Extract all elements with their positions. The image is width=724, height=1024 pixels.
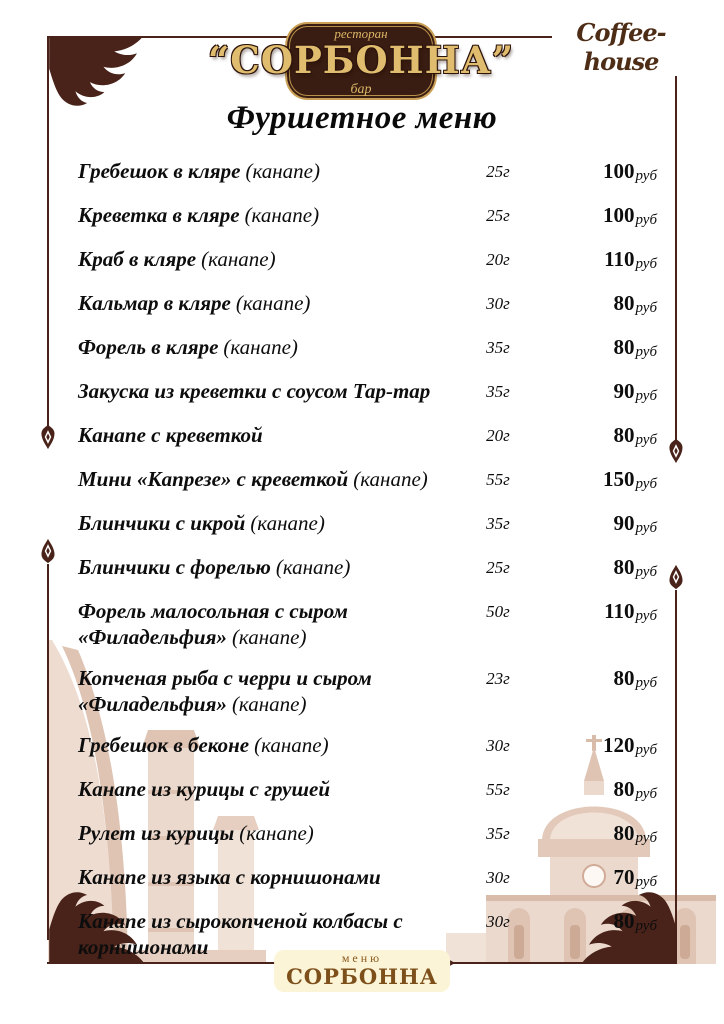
currency-label: руб (635, 256, 657, 272)
currency-label: руб (635, 168, 657, 184)
dish-name-cell (78, 665, 466, 717)
menu-item-row (78, 422, 656, 451)
dish-price-cell (530, 466, 656, 495)
dish-name-cell (78, 510, 466, 536)
dish-name: Краб в кляре (78, 247, 197, 271)
currency-label: руб (635, 212, 657, 228)
dish-price: 110 (604, 247, 635, 271)
frame-left-line-lower (47, 564, 49, 940)
dish-weight: 35г (486, 514, 510, 533)
currency-label: руб (635, 874, 657, 890)
currency-label: руб (635, 608, 657, 624)
dish-price-cell (530, 665, 656, 694)
dish-weight: 55г (486, 470, 510, 489)
dish-name: Рулет из курицы (78, 821, 235, 845)
dish-price-cell (530, 820, 656, 849)
dish-name: Канапе из языка с корнишонами (78, 865, 381, 889)
dish-name: Форель в кляре (78, 335, 219, 359)
dish-name: Мини «Капрезе» с креветкой (78, 467, 349, 491)
dish-weight: 30г (486, 868, 510, 887)
currency-label: руб (635, 300, 657, 316)
currency-label: руб (635, 564, 657, 580)
menu-item-row (78, 598, 656, 650)
restaurant-logo (196, 10, 526, 102)
dish-price: 80 (613, 666, 635, 690)
currency-label: руб (635, 918, 657, 934)
dish-price: 80 (613, 335, 635, 359)
menu-item-row (78, 378, 656, 407)
menu-item-row (78, 246, 656, 275)
dish-price-cell (530, 510, 656, 539)
dish-note: (канапе) (353, 467, 428, 491)
dish-note: (канапе) (245, 159, 320, 183)
dish-weight: 35г (486, 338, 510, 357)
menu-item-row (78, 158, 656, 187)
dish-name-cell (78, 466, 466, 492)
dish-name: Канапе из курицы с грушей (78, 777, 330, 801)
dish-price: 120 (602, 733, 635, 757)
dish-note: (канапе) (231, 692, 307, 716)
footer-logo-badge (274, 950, 450, 992)
dish-weight: 50г (486, 602, 510, 621)
dish-price: 100 (602, 203, 635, 227)
dish-price: 90 (613, 511, 635, 535)
menu-item-row (78, 732, 656, 761)
menu-item-row (78, 665, 656, 717)
frame-right-line-upper (675, 36, 677, 440)
dish-price: 80 (613, 291, 635, 315)
dish-name-cell (78, 158, 466, 184)
dish-name: Форель малосольная с сыром «Филадельфия» (78, 599, 348, 649)
currency-label: руб (635, 432, 657, 448)
dish-name: Канапе с креветкой (78, 423, 263, 447)
dish-price-cell (530, 598, 656, 627)
currency-label: руб (635, 520, 657, 536)
dish-price: 80 (613, 909, 635, 933)
currency-label: руб (635, 742, 657, 758)
dish-weight: 35г (486, 824, 510, 843)
finial-ornament-icon (667, 564, 685, 590)
dish-name: Кальмар в кляре (78, 291, 231, 315)
dish-name-cell (78, 554, 466, 580)
dish-note: (канапе) (235, 291, 311, 315)
dish-name: Гребешок в беконе (78, 733, 250, 757)
menu-item-row (78, 864, 656, 893)
logo-bar-label: бар (350, 82, 372, 97)
dish-weight: 30г (486, 736, 510, 755)
dish-price-cell (530, 246, 656, 275)
dish-weight: 25г (486, 162, 510, 181)
dish-name: Закуска из креветки с соусом Тар-тар (78, 379, 431, 403)
currency-label: руб (635, 786, 657, 802)
dish-weight: 30г (486, 294, 510, 313)
dish-price-cell (530, 378, 656, 407)
footer-menu-label: меню (341, 951, 383, 965)
dish-name: Копченая рыба с черри и сыром «Филадельфия» (78, 666, 372, 716)
dish-name-cell (78, 202, 466, 228)
dish-price-cell (530, 422, 656, 451)
dish-weight: 20г (486, 426, 510, 445)
dish-price-cell (530, 554, 656, 583)
coffee-house-label: Coffee-house (552, 18, 690, 76)
dish-weight: 23г (486, 669, 510, 688)
dish-name: Канапе из сырокопченой колбасы с корнишонами (78, 909, 403, 959)
menu-item-row (78, 334, 656, 363)
dish-price-cell (530, 202, 656, 231)
finial-ornament-icon (667, 438, 685, 464)
dish-price-cell (530, 776, 656, 805)
menu-item-row (78, 820, 656, 849)
dish-price: 150 (602, 467, 635, 491)
menu-item-row (78, 290, 656, 319)
dish-price-cell (530, 732, 656, 761)
dish-price: 110 (604, 599, 635, 623)
menu-item-row (78, 554, 656, 583)
dish-name: Блинчики с форелью (78, 555, 271, 579)
dish-name: Блинчики с икрой (78, 511, 246, 535)
dish-weight: 20г (486, 250, 510, 269)
currency-label: руб (635, 388, 657, 404)
dish-name-cell (78, 290, 466, 316)
dish-price-cell (530, 290, 656, 319)
menu-item-row (78, 202, 656, 231)
dish-weight: 25г (486, 206, 510, 225)
currency-label: руб (635, 675, 657, 691)
dish-name-cell (78, 820, 466, 846)
dish-name-cell (78, 246, 466, 272)
currency-label: руб (635, 830, 657, 846)
dish-weight: 55г (486, 780, 510, 799)
dish-price: 80 (613, 821, 635, 845)
dish-price-cell (530, 908, 656, 937)
dish-price: 100 (602, 159, 635, 183)
dish-name-cell (78, 422, 466, 448)
currency-label: руб (635, 344, 657, 360)
menu-item-row (78, 510, 656, 539)
dish-name-cell (78, 776, 466, 802)
dish-name-cell (78, 864, 466, 890)
dish-name-cell (78, 732, 466, 758)
dish-note: (канапе) (250, 511, 325, 535)
dish-price: 80 (613, 555, 635, 579)
finial-ornament-icon (39, 538, 57, 564)
dish-note: (канапе) (231, 625, 307, 649)
logo-restaurant-label: ресторан (334, 26, 388, 41)
dish-price: 90 (613, 379, 635, 403)
dish-note: (канапе) (239, 821, 314, 845)
dish-name: Гребешок в кляре (78, 159, 241, 183)
dish-price: 70 (613, 865, 635, 889)
dish-price-cell (530, 864, 656, 893)
page-title: Фуршетное меню (226, 100, 498, 136)
dish-name-cell (78, 378, 466, 404)
dish-price-cell (530, 158, 656, 187)
menu-item-row (78, 466, 656, 495)
currency-label: руб (635, 476, 657, 492)
dish-note: (канапе) (244, 203, 320, 227)
finial-ornament-icon (39, 424, 57, 450)
dish-note: (канапе) (275, 555, 351, 579)
dish-weight: 30г (486, 912, 510, 931)
dish-price: 80 (613, 777, 635, 801)
footer-restaurant-name: СОРБОННА (286, 964, 438, 989)
dish-weight: 35г (486, 382, 510, 401)
menu-item-row (78, 776, 656, 805)
restaurant-name: “СОРБОННА” (208, 38, 514, 82)
dish-weight: 25г (486, 558, 510, 577)
dish-name-cell (78, 598, 466, 650)
menu-list (78, 158, 656, 975)
dish-note: (канапе) (223, 335, 298, 359)
dish-price: 80 (613, 423, 635, 447)
dish-price-cell (530, 334, 656, 363)
dish-name-cell (78, 334, 466, 360)
dish-note: (канапе) (254, 733, 329, 757)
dish-name: Креветка в кляре (78, 203, 240, 227)
dish-note: (канапе) (201, 247, 276, 271)
